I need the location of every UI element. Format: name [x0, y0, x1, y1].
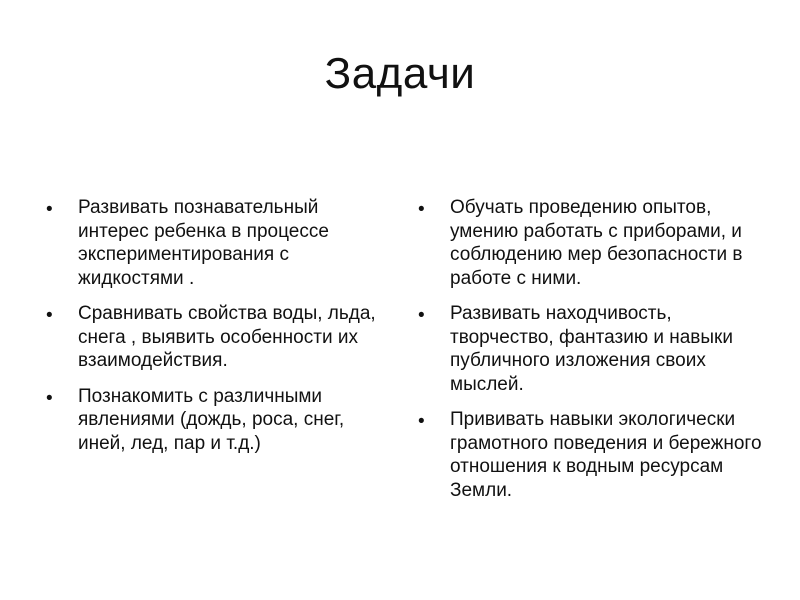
- bullet-icon: •: [418, 305, 425, 326]
- list-item: [40, 385, 390, 456]
- right-column: [412, 196, 762, 514]
- slide-title: Задачи: [324, 49, 476, 98]
- list-item: [412, 196, 762, 290]
- list-item-text: Познакомить с различными явлениями (дождь, роса, снег, иней, лед, пар и т.д.): [78, 385, 345, 454]
- bullet-icon: •: [418, 199, 425, 220]
- bullet-icon: •: [418, 411, 425, 432]
- bullet-icon: •: [46, 387, 53, 409]
- list-item-text: Сравнивать свойства воды, льда, снега , выявить особенности их взаимодействия.: [78, 303, 376, 371]
- left-column: [40, 196, 390, 467]
- list-item-text: Прививать навыки экологически грамотного поведения и бережного отношения к водным ресурсам Земли.: [450, 409, 762, 501]
- list-item: [412, 408, 762, 502]
- right-bullet-list: [412, 196, 762, 502]
- left-bullet-list: [40, 196, 390, 455]
- bullet-icon: •: [46, 199, 53, 220]
- list-item: [412, 302, 762, 396]
- list-item-text: Развивать познавательный интерес ребенка в процессе экспериментирования с жидкостями .: [78, 197, 329, 289]
- list-item-text: Обучать проведению опытов, умению работать с приборами, и соблюдению мер безопасности в работе с ними.: [450, 197, 743, 289]
- list-item-text: Развивать находчивость, творчество, фантазию и навыки публичного изложения своих мыслей.: [450, 303, 733, 395]
- bullet-icon: •: [46, 305, 53, 326]
- list-item: [40, 196, 390, 290]
- list-item: [40, 302, 390, 373]
